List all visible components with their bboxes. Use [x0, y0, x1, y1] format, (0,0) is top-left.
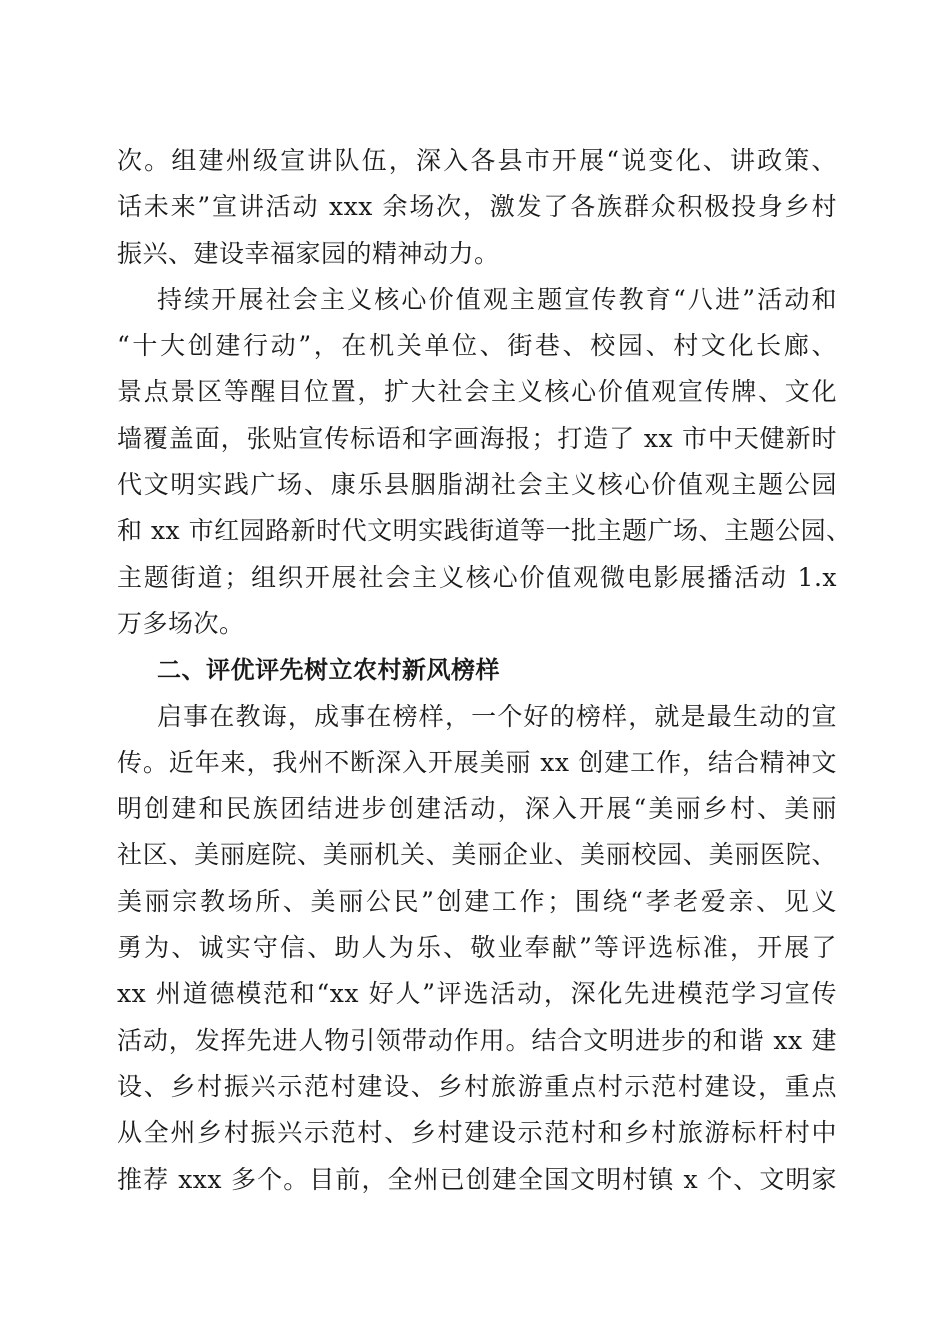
text-line: 持续开展社会主义核心价值观主题宣传教育“八进”活动和 [157, 284, 837, 314]
text-line: 话未来”宣讲活动 xxx 余场次，激发了各族群众积极投身乡村 [117, 192, 837, 222]
text-line: 传。近年来，我州不断深入开展美丽 xx 创建工作，结合精神文 [117, 747, 837, 777]
text-line: “十大创建行动”，在机关单位、街巷、校园、村文化长廊、 [117, 331, 837, 361]
text-line: 景点景区等醒目位置，扩大社会主义核心价值观宣传牌、文化 [117, 377, 837, 407]
text-line: 设、乡村振兴示范村建设、乡村旅游重点村示范村建设，重点 [117, 1071, 837, 1101]
paragraph-2 [117, 277, 852, 647]
text-line: 和 xx 市红园路新时代文明实践街道等一批主题广场、主题公园、 [117, 516, 852, 546]
text-line: 明创建和民族团结进步创建活动，深入开展“美丽乡村、美丽 [117, 794, 837, 824]
text-line: 振兴、建设幸福家园的精神动力。 [117, 238, 500, 268]
document-body [117, 138, 852, 1203]
text-line: 美丽宗教场所、美丽公民”创建工作；围绕“孝老爱亲、见义 [117, 886, 837, 916]
text-line: 活动，发挥先进人物引领带动作用。结合文明进步的和谐 xx 建 [117, 1025, 837, 1055]
text-line: 推荐 xxx 多个。目前，全州已创建全国文明村镇 x 个、文明家 [117, 1164, 837, 1194]
text-line: 次。组建州级宣讲队伍，深入各县市开展“说变化、讲政策、 [117, 146, 837, 175]
section-heading: 二、评优评先树立农村新风榜样 [157, 656, 500, 685]
paragraph-3 [117, 694, 837, 1203]
text-line: 社区、美丽庭院、美丽机关、美丽企业、美丽校园、美丽医院、 [117, 840, 837, 870]
paragraph-1 [117, 138, 837, 277]
text-line: 墙覆盖面，张贴宣传标语和字画海报；打造了 xx 市中天健新时 [117, 423, 837, 453]
text-line: 从全州乡村振兴示范村、乡村建设示范村和乡村旅游标杆村中 [117, 1118, 837, 1148]
text-line: 代文明实践广场、康乐县胭脂湖社会主义核心价值观主题公园 [117, 470, 837, 500]
text-line: 主题街道；组织开展社会主义核心价值观微电影展播活动 1.x [117, 562, 837, 592]
text-line: 启事在教诲，成事在榜样，一个好的榜样，就是最生动的宣 [157, 701, 837, 731]
text-line: 勇为、诚实守信、助人为乐、敬业奉献”等评选标准，开展了 [117, 933, 837, 963]
text-line: xx 州道德模范和“xx 好人”评选活动，深化先进模范学习宣传 [117, 979, 837, 1009]
text-line: 万多场次。 [117, 608, 245, 638]
